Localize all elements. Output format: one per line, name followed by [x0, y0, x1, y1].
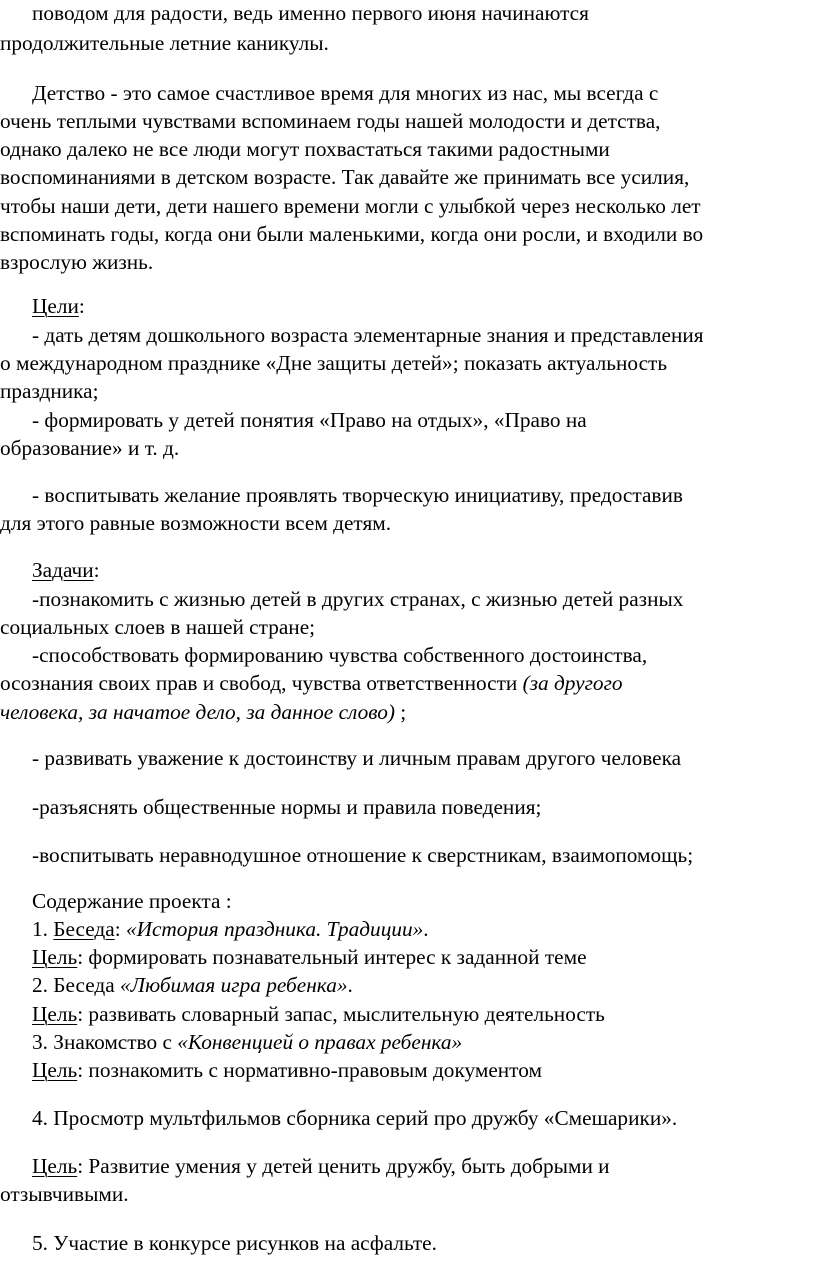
childhood-line-3: однако далеко не все люди могут похвастаться такими радостными: [0, 137, 610, 161]
content-item-2: [32, 972, 353, 1000]
goal-item-3-line-1: - воспитывать желание проявлять творческую инициативу, предоставив: [32, 483, 683, 507]
intro-line-1: поводом для радости, ведь именно первого июня начинаются: [32, 1, 589, 25]
content-item-1-number: 1.: [32, 917, 54, 941]
goal-item-2-line-1: - формировать у детей понятия «Право на отдых», «Право на: [32, 408, 587, 432]
task-item-2-line-3: [0, 699, 406, 727]
content-goal-1-label: Цель: [32, 945, 78, 969]
content-item-1: [32, 916, 429, 944]
content-item-3-title: «Конвенцией о правах ребенка»: [177, 1030, 463, 1054]
task-item-2-italic-start: (за другого: [522, 671, 623, 695]
content-item-4: 4. Просмотр мультфильмов сборника серий про дружбу «Смешарики».: [32, 1106, 678, 1130]
goal-item-3-line-2: для этого равные возможности всем детям.: [0, 511, 392, 535]
intro-line-2: продолжительные летние каникулы.: [0, 31, 329, 55]
goal-item-2-line-2: образование» и т. д.: [0, 436, 180, 460]
task-item-1-line-1: -познакомить с жизнью детей в других странах, с жизнью детей разных: [32, 587, 684, 611]
childhood-line-6: вспоминать годы, когда они были маленькими, когда они росли, и входили во: [0, 222, 704, 246]
content-item-5: 5. Участие в конкурсе рисунков на асфальте.: [32, 1231, 437, 1255]
tasks-heading-label: Задачи: [32, 558, 94, 582]
content-item-2-plain: 2. Беседа: [32, 973, 121, 997]
content-goal-3-label: Цель: [32, 1058, 78, 1082]
content-goal-4-line-1: [32, 1153, 610, 1181]
childhood-line-7: взрослую жизнь.: [0, 250, 154, 274]
content-goal-2-label: Цель: [32, 1002, 78, 1026]
content-goal-2: [32, 1001, 605, 1029]
content-item-2-end: .: [347, 973, 353, 997]
content-item-1-label: Беседа: [53, 917, 115, 941]
content-item-1-colon: :: [114, 917, 126, 941]
content-item-1-end: .: [423, 917, 429, 941]
tasks-heading: [32, 557, 100, 585]
task-item-4: -разъяснять общественные нормы и правила поведения;: [32, 795, 542, 819]
tasks-heading-colon: :: [93, 558, 100, 582]
task-item-1-line-2: социальных слоев в нашей стране;: [0, 615, 316, 639]
content-item-3-plain: 3. Знакомство с: [32, 1030, 178, 1054]
content-goal-2-text: : развивать словарный запас, мыслительную деятельность: [77, 1002, 605, 1026]
goals-heading-colon: :: [78, 294, 85, 318]
childhood-line-2: очень теплыми чувствами вспоминаем годы нашей молодости и детства,: [0, 109, 661, 133]
content-heading: Содержание проекта :: [32, 889, 232, 913]
task-item-2-line-1: -способствовать формированию чувства собственного достоинства,: [32, 643, 648, 667]
childhood-line-4: воспоминаниями в детском возрасте. Так давайте же принимать все усилия,: [0, 165, 690, 189]
content-goal-1-text: : формировать познавательный интерес к заданной теме: [77, 945, 587, 969]
goal-item-1-line-1: - дать детям дошкольного возраста элементарные знания и представления: [32, 323, 704, 347]
content-goal-4-line-2: отзывчивыми.: [0, 1182, 129, 1206]
content-goal-4-label: Цель: [32, 1154, 78, 1178]
childhood-line-5: чтобы наши дети, дети нашего времени могли с улыбкой через несколько лет: [0, 194, 701, 218]
content-goal-3: [32, 1057, 542, 1085]
task-item-2-plain: осознания своих прав и свобод, чувства ответственности: [0, 671, 523, 695]
task-item-3: - развивать уважение к достоинству и личным правам другого человека: [32, 746, 682, 770]
childhood-line-1: Детство - это самое счастливое время для многих из нас, мы всегда с: [32, 81, 659, 105]
goals-heading-label: Цели: [32, 294, 79, 318]
content-item-2-title: «Любимая игра ребенка»: [120, 973, 348, 997]
goal-item-1-line-2: о международном празднике «Дне защиты детей»; показать актуальность: [0, 351, 668, 375]
task-item-2-line-2: [0, 670, 623, 698]
task-item-2-tail: ;: [394, 700, 407, 724]
goal-item-1-line-3: праздника;: [0, 379, 99, 403]
task-item-5: -воспитывать неравнодушное отношение к сверстникам, взаимопомощь;: [32, 843, 694, 867]
content-goal-1: [32, 944, 587, 972]
content-goal-3-text: : познакомить с нормативно-правовым документом: [77, 1058, 542, 1082]
goals-heading: [32, 293, 85, 321]
task-item-2-italic-end: человека, за начатое дело, за данное слово): [0, 700, 395, 724]
content-item-1-title: «История праздника. Традиции»: [125, 917, 424, 941]
content-item-3: [32, 1029, 462, 1057]
content-goal-4-text: : Развитие умения у детей ценить дружбу, быть добрыми и: [77, 1154, 610, 1178]
